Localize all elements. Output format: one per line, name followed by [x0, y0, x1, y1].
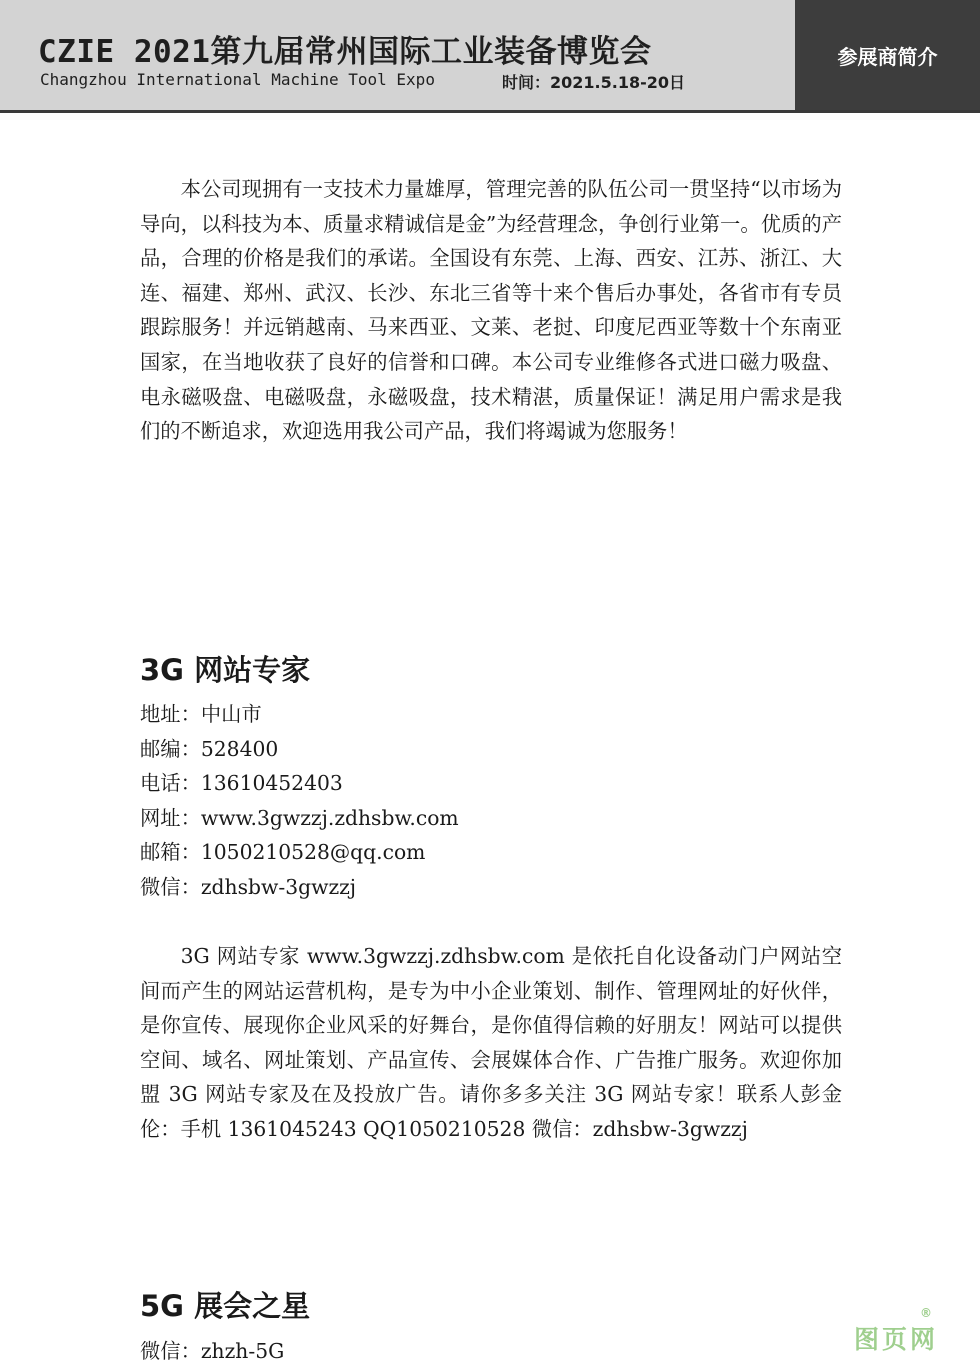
registered-mark: ®: [920, 1306, 932, 1320]
info-label: 微信：: [140, 1339, 201, 1363]
company-name: 5G 展会之星: [140, 1289, 311, 1323]
info-label: 地址：: [140, 702, 201, 726]
info-row-address: [140, 697, 459, 732]
info-row-postcode: [140, 732, 459, 767]
section-tab: 参展商简介: [795, 0, 980, 110]
company-info-list: [140, 1334, 284, 1369]
info-row-wechat: [140, 1334, 284, 1369]
info-value: 1050210528@qq.com: [200, 840, 426, 864]
expo-subtitle: Changzhou International Machine Tool Expo: [40, 70, 435, 89]
info-row-wechat: [140, 870, 459, 905]
expo-title: CZIE 2021第九届常州国际工业装备博览会: [38, 34, 652, 70]
watermark-logo: [854, 1306, 964, 1360]
info-value: 528400: [200, 736, 279, 761]
info-label: 邮编：: [140, 736, 201, 761]
info-value: www.3gwzzj.zdhsbw.com: [200, 805, 459, 830]
watermark-text: 图页网: [854, 1325, 939, 1354]
company-name: 3G 网站专家: [140, 653, 311, 687]
info-value: 中山市: [200, 702, 262, 726]
expo-dates: 时间：2021.5.18-20日: [502, 73, 685, 92]
info-label: 微信：: [140, 874, 201, 899]
info-value: zdhsbw-3gwzzj: [200, 874, 357, 899]
info-label: 电话：: [140, 771, 201, 795]
info-label: 网址：: [140, 805, 201, 830]
info-value: zhzh-5G: [200, 1339, 285, 1363]
info-row-website: [140, 801, 459, 836]
company-info-list: [140, 697, 459, 904]
info-value: 13610452403: [200, 771, 343, 795]
company-description: 3G 网站专家 www.3gwzzj.zdhsbw.com 是依托自化设备动门户网站空间而产生的网站运营机构，是专为中小企业策划、制作、管理网址的好伙伴，是你宣传、展现你企业风采的好舞台，是你值得信赖的好朋友！网站可以提供空间、域名、网址策划、产品宣传、会展媒体合作、广告推广服务。欢迎你加盟 3G 网站专家及在及投放广告。请你多多关注 3G 网站专家！联系人彭金伦：手机 1361045243 QQ1050210528 微信：zdhsbw-3gwzzj: [140, 944, 842, 1141]
info-row-phone: [140, 766, 459, 801]
intro-paragraph: 本公司现拥有一支技术力量雄厚，管理完善的队伍公司一贯坚持“以市场为导向，以科技为本、质量求精诚信是金”为经营理念，争创行业第一。优质的产品，合理的价格是我们的承诺。全国设有东莞、上海、西安、江苏、浙江、大连、福建、郑州、武汉、长沙、东北三省等十来个售后办事处，各省市有专员跟踪服务！并远销越南、马来西亚、文莱、老挝、印度尼西亚等数十个东南亚国家，在当地收获了良好的信誉和口碑。本公司专业维修各式进口磁力吸盘、电永磁吸盘、电磁吸盘，永磁吸盘，技术精湛，质量保证！满足用户需求是我们的不断追求，欢迎选用我公司产品，我们将竭诚为您服务！: [140, 177, 842, 444]
info-label: 邮箱：: [140, 840, 201, 864]
info-row-email: [140, 835, 459, 870]
page-header: [0, 0, 980, 113]
